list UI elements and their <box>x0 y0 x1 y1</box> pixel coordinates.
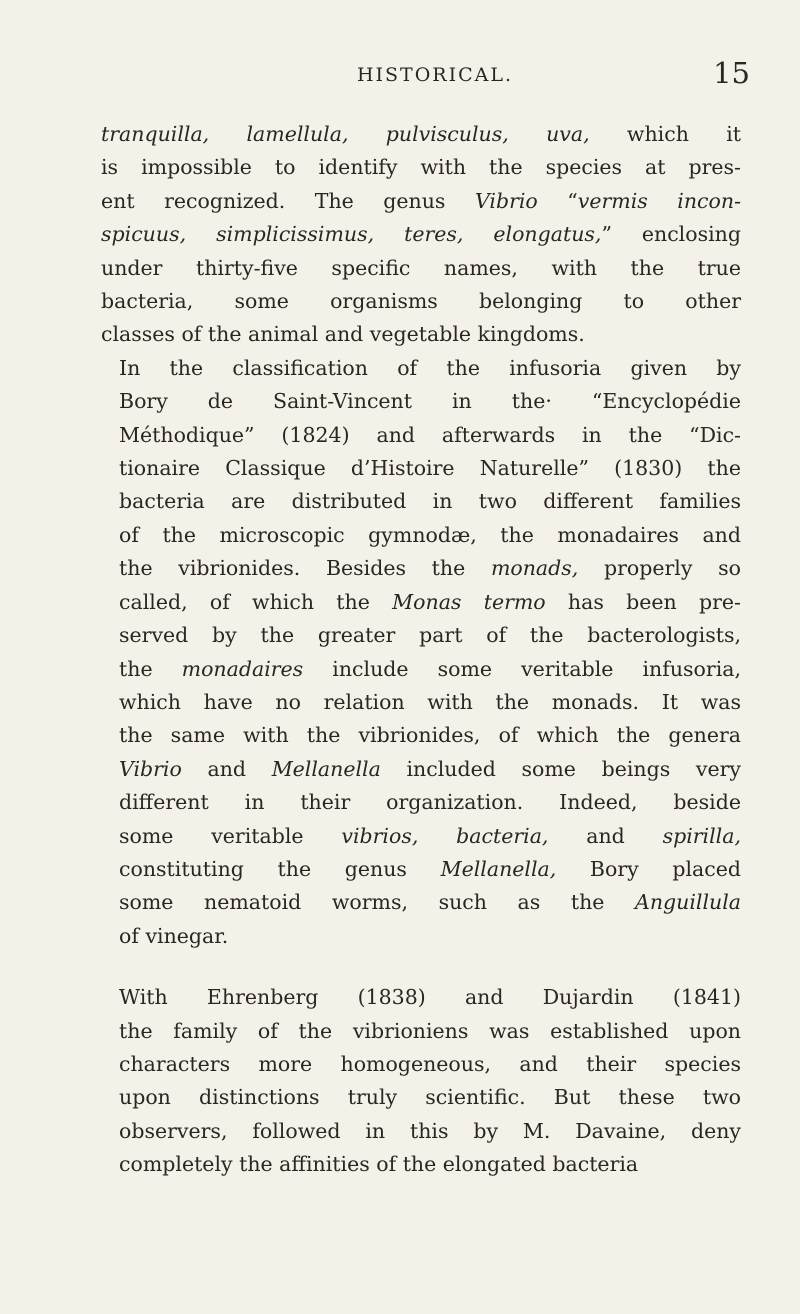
italic-text: Vibrio <box>119 756 182 781</box>
text-run: completely the affinities of the elongated bacteria <box>119 1152 639 1177</box>
italic-text: Anguillula <box>635 890 741 915</box>
text-run: Bory placed <box>556 856 741 881</box>
text-line <box>101 619 741 652</box>
text-run: classes of the animal and vegetable kingdoms. <box>101 322 585 347</box>
italic-text: vermis incon- <box>577 188 741 213</box>
text-run: and <box>181 756 272 781</box>
text-run: bacteria are distributed in two different families <box>119 489 741 514</box>
text-line <box>101 452 741 485</box>
text-line <box>101 218 741 251</box>
text-run: In the classification of the infusoria given by <box>119 355 741 380</box>
paragraph-2 <box>101 352 741 953</box>
text-run: constituting the genus <box>119 856 441 881</box>
text-line <box>101 185 741 218</box>
text-line <box>101 285 741 318</box>
text-run: include some veritable infusoria, <box>303 656 741 681</box>
text-run: ent recognized. The genus <box>101 188 475 213</box>
text-run: properly so <box>578 556 741 581</box>
text-line <box>101 1015 741 1048</box>
body-text <box>101 118 741 1182</box>
text-run: served by the greater part of the bacterologists, <box>119 623 741 648</box>
text-line <box>101 385 741 418</box>
text-line <box>101 252 741 285</box>
italic-text: Mellanella <box>271 756 381 781</box>
text-line <box>101 653 741 686</box>
running-head <box>120 56 750 96</box>
text-run: the same with the vibrionides, of which the genera <box>119 723 741 748</box>
text-line <box>101 1081 741 1114</box>
text-line <box>101 118 741 151</box>
text-run: some veritable <box>119 823 342 848</box>
text-line <box>101 485 741 518</box>
text-run: called, of which the <box>119 589 393 614</box>
page-number: 15 <box>713 56 750 90</box>
italic-text: spicuus, simplicissimus, teres, elongatus, <box>101 222 602 247</box>
italic-text: tranquilla, lamellula, pulvisculus, uva, <box>101 122 590 146</box>
italic-text: Monas termo <box>392 589 546 614</box>
text-line <box>101 151 741 184</box>
text-line <box>101 981 741 1014</box>
text-run: some nematoid worms, such as the <box>119 890 636 915</box>
text-line <box>101 1148 741 1181</box>
text-line <box>101 753 741 786</box>
text-line <box>101 586 741 619</box>
italic-text: spirilla, <box>662 823 741 848</box>
text-run: of the microscopic gymnodæ, the monadaires and <box>119 522 741 547</box>
text-run: ” enclosing <box>601 222 741 247</box>
text-run: Bory de Saint-Vincent in the· “Encyclopédie <box>119 389 741 414</box>
text-line <box>101 1048 741 1081</box>
text-run: which have no relation with the monads. It was <box>119 689 741 714</box>
text-line <box>101 719 741 752</box>
text-run: Méthodique” (1824) and afterwards in the “Dic- <box>119 422 741 447</box>
text-line <box>101 519 741 552</box>
text-run: upon distinctions truly scientific. But these two <box>119 1085 741 1110</box>
text-run: different in their organization. Indeed, beside <box>119 790 741 815</box>
text-line <box>101 352 741 385</box>
text-line <box>101 1115 741 1148</box>
text-line <box>101 886 741 919</box>
paragraph-3 <box>101 981 741 1181</box>
text-line <box>101 786 741 819</box>
text-run: included some beings very <box>380 756 741 781</box>
paragraph-1 <box>101 118 741 352</box>
text-run: which it <box>589 122 741 146</box>
italic-text: monads, <box>490 556 579 581</box>
text-line <box>101 552 741 585</box>
text-run: of vinegar. <box>119 923 229 948</box>
running-head-title: HISTORICAL. <box>356 64 514 86</box>
text-run: observers, followed in this by M. Davaine, deny <box>119 1118 741 1143</box>
text-run: With Ehrenberg (1838) and Dujardin (1841) <box>119 985 741 1010</box>
italic-text: monadaires <box>181 656 304 681</box>
text-line <box>101 419 741 452</box>
italic-text: Mellanella, <box>440 856 557 881</box>
text-run: tionaire Classique d’Histoire Naturelle” (1830) the <box>119 456 741 481</box>
text-run: and <box>548 823 663 848</box>
text-run: bacteria, some organisms belonging to other <box>101 289 741 314</box>
text-line <box>101 686 741 719</box>
text-run: characters more homogeneous, and their species <box>119 1051 741 1076</box>
text-line <box>101 318 741 351</box>
text-run: the family of the vibrioniens was established upon <box>119 1018 741 1043</box>
text-line <box>101 853 741 886</box>
italic-text: vibrios, bacteria, <box>341 823 549 848</box>
text-run: the <box>119 656 182 681</box>
italic-text: Vibrio <box>474 188 538 213</box>
text-run: has been pre- <box>545 589 741 614</box>
text-run: “ <box>537 188 578 213</box>
text-line <box>101 820 741 853</box>
text-line <box>101 920 741 953</box>
text-run: under thirty-five specific names, with the true <box>101 255 741 280</box>
text-run: the vibrionides. Besides the <box>119 556 491 581</box>
text-run: is impossible to identify with the species at pres- <box>101 155 741 180</box>
